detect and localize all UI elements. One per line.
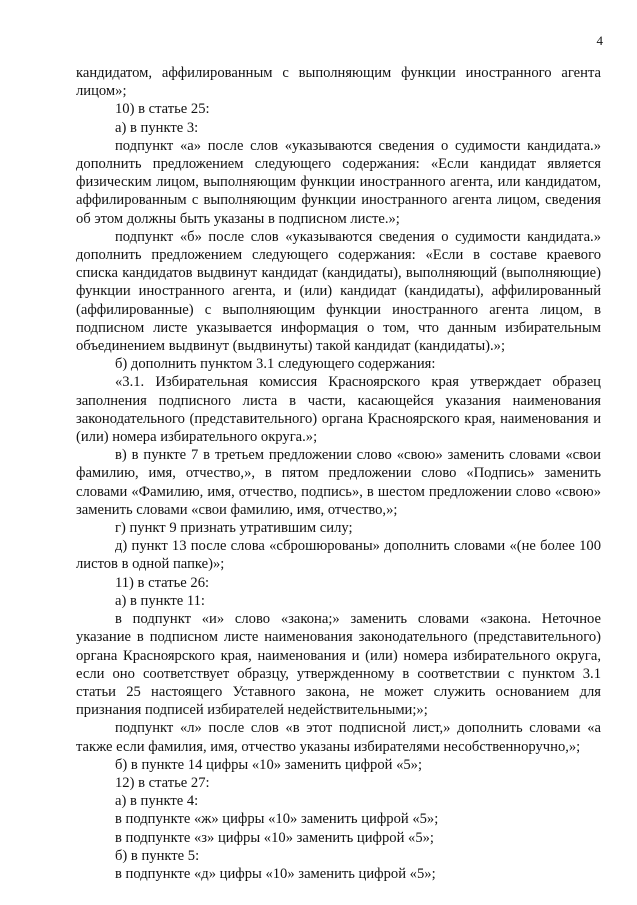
paragraph-point-11-heading: а) в пункте 11:: [115, 592, 205, 609]
paragraph-article-25-heading: 10) в статье 25:: [115, 101, 210, 118]
paragraph-continuation: кандидатом, аффилированным с выполняющим функции иностранного агента лицом»;: [76, 65, 601, 100]
paragraph-subpoint-z: в подпункте «з» цифры «10» заменить цифрой «5»;: [115, 829, 434, 846]
paragraph-subpoint-b: подпункт «б» после слов «указываются сведения о судимости кандидата.» дополнить предложением следующего содержания: «Если в составе краевого списка кандидатов выдвинут кандидат (кандидаты), выполняющий (выполняющие) функции иностранного агента, и (или) кандидат (кандидаты), аффилированный (аффилированные) с выполняющим функции иностранного агента лицом, в подписном листе указывается информация о том, что данным избирательным объединением выдвинут (выдвинуты) такой кандидат (кандидаты).»;: [76, 228, 601, 355]
paragraph-subpoint-d: в подпункте «д» цифры «10» заменить цифрой «5»;: [115, 865, 436, 882]
paragraph-article-26-heading: 11) в статье 26:: [115, 574, 210, 591]
page-number: 4: [596, 33, 603, 48]
paragraph-point-3-1-text: «3.1. Избирательная комиссия Красноярского края утверждает образец заполнения подписного листа в части, касающейся указания наименования законодательного (представительного) органа Красноярского края, наименования и (или) номера избирательного округа.»;: [76, 374, 601, 446]
paragraph-point-4-heading: а) в пункте 4:: [115, 793, 199, 810]
paragraph-point-13: д) пункт 13 после слова «сброшюрованы» дополнить словами «(не более 100 листов в одной папке)»;: [76, 538, 601, 573]
paragraph-subpoint-zh: в подпункте «ж» цифры «10» заменить цифрой «5»;: [115, 811, 439, 828]
paragraph-subpoint-a: подпункт «а» после слов «указываются сведения о судимости кандидата.» дополнить предложением следующего содержания: «Если кандидат является физическим лицом, выполняющим функции иностранного агента, или кандидатом, аффилированным с выполняющим функции иностранного агента лицом, сведения об этом должны быть указаны в подписном листе.»;: [76, 137, 601, 227]
paragraph-point-9: г) пункт 9 признать утратившим силу;: [115, 520, 353, 537]
paragraph-point-5-heading: б) в пункте 5:: [115, 847, 200, 864]
paragraph-subpoint-l: подпункт «л» после слов «в этот подписной лист,» дополнить словами «а также если фамилия, имя, отчество указаны избирателями несобственноручно,»;: [76, 720, 601, 755]
paragraph-subpoint-i: в подпункт «и» слово «закона;» заменить словами «закона. Неточное указание в подписном листе наименования законодательного (представительного) органа Красноярского края, наименования и (или) номера избирательного округа, если оно соответствует образцу, утвержденному в соответствии с пунктом 3.1 статьи 25 настоящего Уставного закона, не может служить основанием для признания подписей избирателей недействительными;»;: [76, 611, 601, 719]
document-body: [76, 64, 601, 883]
paragraph-add-point-3-1: б) дополнить пунктом 3.1 следующего содержания:: [115, 356, 436, 373]
paragraph-point-14: б) в пункте 14 цифры «10» заменить цифрой «5»;: [115, 756, 423, 773]
paragraph-article-27-heading: 12) в статье 27:: [115, 774, 210, 791]
paragraph-point-3-heading: а) в пункте 3:: [115, 119, 199, 136]
paragraph-point-7: в) в пункте 7 в третьем предложении слово «свою» заменить словами «свои фамилию, имя, отчество,», в пятом предложении слово «Подпись» заменить словами «Фамилию, имя, отчество, подпись», в шестом предложении слово «свою» заменить словами «свои фамилию, имя, отчество,»;: [76, 447, 601, 518]
